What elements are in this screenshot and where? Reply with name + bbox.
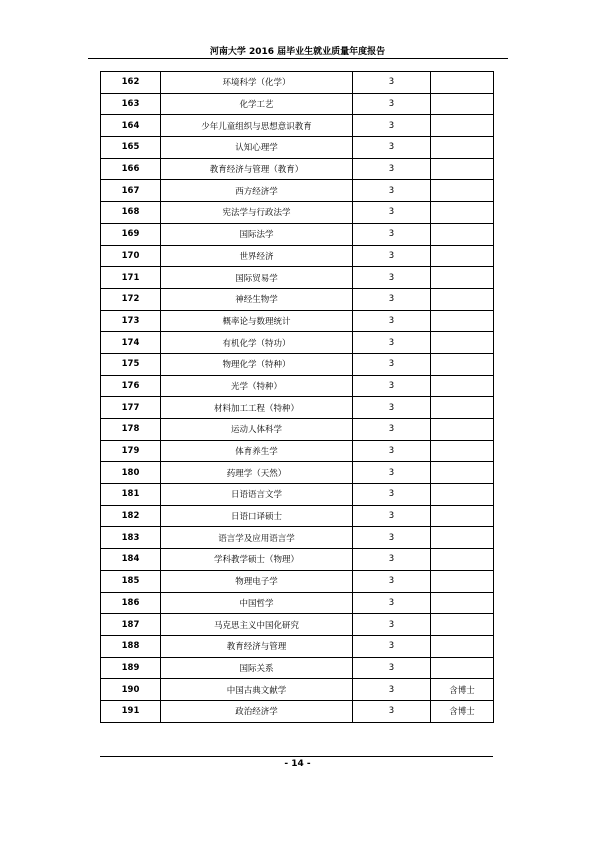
major-name-cell: 日语语言文学 — [161, 484, 353, 506]
note-cell — [431, 245, 494, 267]
count-cell: 3 — [353, 202, 431, 224]
table-row — [101, 93, 494, 115]
note-cell — [431, 419, 494, 441]
row-number-cell: 190 — [101, 679, 161, 701]
table-row — [101, 419, 494, 441]
count-cell: 3 — [353, 462, 431, 484]
major-name-cell: 光学（特种） — [161, 375, 353, 397]
page-header-title: 河南大学 2016 届毕业生就业质量年度报告 — [209, 47, 386, 57]
count-cell: 3 — [353, 397, 431, 419]
table-row — [101, 245, 494, 267]
major-name-cell: 国际贸易学 — [161, 267, 353, 289]
table-row — [101, 440, 494, 462]
row-number-cell: 166 — [101, 158, 161, 180]
note-cell — [431, 505, 494, 527]
row-number-cell: 178 — [101, 419, 161, 441]
count-cell: 3 — [353, 527, 431, 549]
major-name-cell: 物理电子学 — [161, 570, 353, 592]
table-row — [101, 375, 494, 397]
note-cell — [431, 115, 494, 137]
count-cell: 3 — [353, 375, 431, 397]
table-row — [101, 635, 494, 657]
row-number-cell: 172 — [101, 288, 161, 310]
row-number-cell: 176 — [101, 375, 161, 397]
row-number-cell: 177 — [101, 397, 161, 419]
note-cell — [431, 635, 494, 657]
major-name-cell: 日语口译硕士 — [161, 505, 353, 527]
count-cell: 3 — [353, 72, 431, 94]
row-number-cell: 164 — [101, 115, 161, 137]
majors-table — [100, 71, 494, 723]
note-cell — [431, 332, 494, 354]
table-row — [101, 570, 494, 592]
table-row — [101, 72, 494, 94]
major-name-cell: 材料加工工程（特种） — [161, 397, 353, 419]
row-number-cell: 185 — [101, 570, 161, 592]
note-cell: 含博士 — [431, 679, 494, 701]
table-row — [101, 657, 494, 679]
row-number-cell: 169 — [101, 223, 161, 245]
row-number-cell: 191 — [101, 700, 161, 722]
table-row — [101, 310, 494, 332]
table-row — [101, 180, 494, 202]
count-cell: 3 — [353, 635, 431, 657]
note-cell — [431, 267, 494, 289]
table-row — [101, 484, 494, 506]
page-number: - 14 - — [284, 759, 311, 769]
count-cell: 3 — [353, 614, 431, 636]
table-row — [101, 267, 494, 289]
note-cell — [431, 440, 494, 462]
major-name-cell: 运动人体科学 — [161, 419, 353, 441]
note-cell — [431, 202, 494, 224]
count-cell: 3 — [353, 288, 431, 310]
count-cell: 3 — [353, 549, 431, 571]
note-cell: 含博士 — [431, 700, 494, 722]
major-name-cell: 语言学及应用语言学 — [161, 527, 353, 549]
table-row — [101, 137, 494, 159]
table-row — [101, 527, 494, 549]
note-cell — [431, 549, 494, 571]
table-row — [101, 700, 494, 722]
row-number-cell: 168 — [101, 202, 161, 224]
note-cell — [431, 614, 494, 636]
note-cell — [431, 310, 494, 332]
row-number-cell: 173 — [101, 310, 161, 332]
row-number-cell: 181 — [101, 484, 161, 506]
note-cell — [431, 137, 494, 159]
count-cell: 3 — [353, 679, 431, 701]
row-number-cell: 174 — [101, 332, 161, 354]
major-name-cell: 国际法学 — [161, 223, 353, 245]
count-cell: 3 — [353, 137, 431, 159]
table-row — [101, 397, 494, 419]
count-cell: 3 — [353, 93, 431, 115]
table-row — [101, 462, 494, 484]
count-cell: 3 — [353, 223, 431, 245]
major-name-cell: 国际关系 — [161, 657, 353, 679]
row-number-cell: 182 — [101, 505, 161, 527]
table-row — [101, 158, 494, 180]
major-name-cell: 体育养生学 — [161, 440, 353, 462]
count-cell: 3 — [353, 158, 431, 180]
major-name-cell: 教育经济与管理 — [161, 635, 353, 657]
row-number-cell: 184 — [101, 549, 161, 571]
footer-divider — [100, 756, 493, 757]
table-row — [101, 115, 494, 137]
note-cell — [431, 158, 494, 180]
table-row — [101, 549, 494, 571]
note-cell — [431, 223, 494, 245]
count-cell: 3 — [353, 115, 431, 137]
major-name-cell: 政治经济学 — [161, 700, 353, 722]
table-row — [101, 505, 494, 527]
row-number-cell: 180 — [101, 462, 161, 484]
count-cell: 3 — [353, 700, 431, 722]
count-cell: 3 — [353, 505, 431, 527]
major-name-cell: 概率论与数理统计 — [161, 310, 353, 332]
count-cell: 3 — [353, 180, 431, 202]
major-name-cell: 药理学（天然） — [161, 462, 353, 484]
major-name-cell: 环境科学（化学） — [161, 72, 353, 94]
major-name-cell: 中国古典文献学 — [161, 679, 353, 701]
note-cell — [431, 462, 494, 484]
note-cell — [431, 180, 494, 202]
major-name-cell: 西方经济学 — [161, 180, 353, 202]
row-number-cell: 163 — [101, 93, 161, 115]
note-cell — [431, 527, 494, 549]
major-name-cell: 教育经济与管理（教育） — [161, 158, 353, 180]
major-name-cell: 学科教学硕士（物理） — [161, 549, 353, 571]
count-cell: 3 — [353, 353, 431, 375]
major-name-cell: 世界经济 — [161, 245, 353, 267]
major-name-cell: 少年儿童组织与思想意识教育 — [161, 115, 353, 137]
note-cell — [431, 570, 494, 592]
count-cell: 3 — [353, 440, 431, 462]
row-number-cell: 187 — [101, 614, 161, 636]
count-cell: 3 — [353, 592, 431, 614]
table-row — [101, 332, 494, 354]
major-name-cell: 宪法学与行政法学 — [161, 202, 353, 224]
row-number-cell: 186 — [101, 592, 161, 614]
note-cell — [431, 484, 494, 506]
major-name-cell: 化学工艺 — [161, 93, 353, 115]
table-row — [101, 614, 494, 636]
note-cell — [431, 93, 494, 115]
count-cell: 3 — [353, 310, 431, 332]
table-row — [101, 223, 494, 245]
note-cell — [431, 397, 494, 419]
count-cell: 3 — [353, 419, 431, 441]
row-number-cell: 188 — [101, 635, 161, 657]
major-name-cell: 物理化学（特种） — [161, 353, 353, 375]
note-cell — [431, 72, 494, 94]
count-cell: 3 — [353, 332, 431, 354]
row-number-cell: 175 — [101, 353, 161, 375]
count-cell: 3 — [353, 245, 431, 267]
count-cell: 3 — [353, 484, 431, 506]
table-row — [101, 679, 494, 701]
note-cell — [431, 288, 494, 310]
count-cell: 3 — [353, 267, 431, 289]
count-cell: 3 — [353, 570, 431, 592]
row-number-cell: 179 — [101, 440, 161, 462]
note-cell — [431, 592, 494, 614]
major-name-cell: 神经生物学 — [161, 288, 353, 310]
major-name-cell: 中国哲学 — [161, 592, 353, 614]
major-name-cell: 认知心理学 — [161, 137, 353, 159]
row-number-cell: 167 — [101, 180, 161, 202]
note-cell — [431, 657, 494, 679]
major-name-cell: 有机化学（特功） — [161, 332, 353, 354]
major-name-cell: 马克思主义中国化研究 — [161, 614, 353, 636]
table-row — [101, 592, 494, 614]
row-number-cell: 170 — [101, 245, 161, 267]
row-number-cell: 171 — [101, 267, 161, 289]
majors-table-body — [101, 72, 494, 723]
row-number-cell: 183 — [101, 527, 161, 549]
count-cell: 3 — [353, 657, 431, 679]
table-row — [101, 353, 494, 375]
table-row — [101, 288, 494, 310]
table-row — [101, 202, 494, 224]
row-number-cell: 189 — [101, 657, 161, 679]
row-number-cell: 162 — [101, 72, 161, 94]
header-divider — [88, 58, 508, 59]
row-number-cell: 165 — [101, 137, 161, 159]
note-cell — [431, 353, 494, 375]
note-cell — [431, 375, 494, 397]
